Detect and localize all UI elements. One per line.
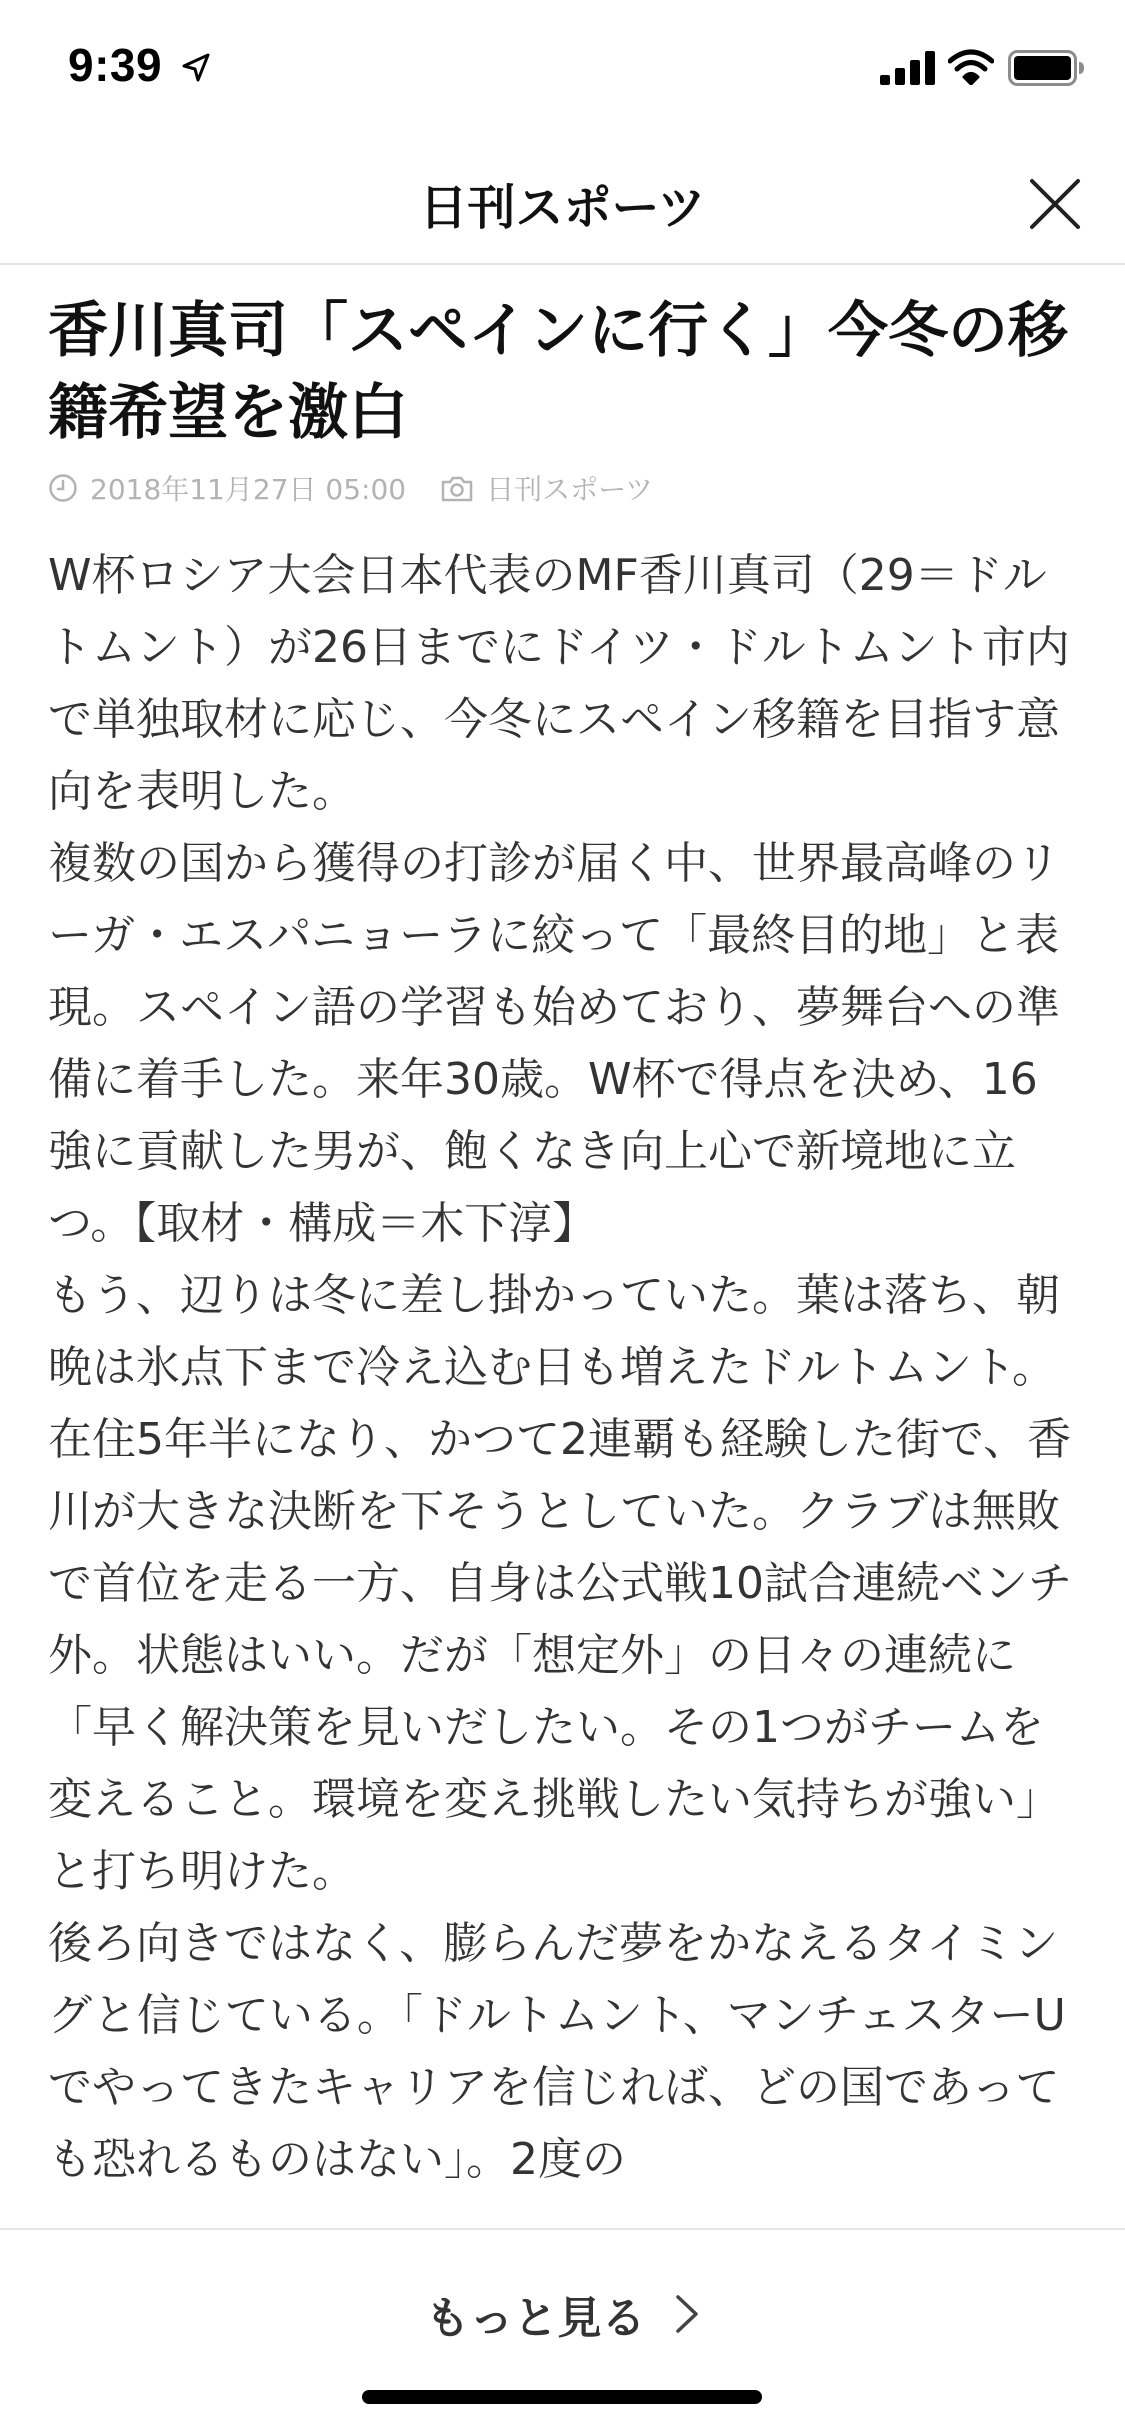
home-indicator[interactable] xyxy=(362,2390,762,2404)
article-source: 日刊スポーツ xyxy=(486,473,653,506)
bottom-bar xyxy=(0,2228,1125,2436)
status-time: 9:39 xyxy=(68,39,163,91)
article-date: 2018年11月27日 05:00 xyxy=(90,473,407,506)
nav-header xyxy=(0,135,1125,265)
wifi-icon xyxy=(948,49,994,85)
article[interactable] xyxy=(48,290,1078,2225)
more-button[interactable] xyxy=(0,2282,1125,2362)
status-bar xyxy=(0,0,1125,135)
article-paragraph: 複数の国から獲得の打診が届く中、世界最高峰のリーガ・エスパニョーラに絞って「最終目的地」と表現。スペイン語の学習も始めており、夢舞台への準備に着手した。来年30歳。W杯で得点を決め、16強に貢献した男が、飽くなき向上心で新境地に立つ。【取材・構成＝木下淳】 xyxy=(48,838,1060,1249)
article-paragraph: 後ろ向きではなく、膨らんだ夢をかなえるタイミングと信じている。「ドルトムント、マンチェスターUでやってきたキャリアを信じれば、どの国であっても恐れるものはない」。2度の xyxy=(48,1918,1066,2185)
article-title: 香川真司「スペインに行く」今冬の移籍希望を激白 xyxy=(48,296,1068,448)
more-button-label: もっと見る xyxy=(425,2293,646,2344)
battery-icon xyxy=(1008,50,1086,86)
article-paragraph: W杯ロシア大会日本代表のMF香川真司（29＝ドルトムント）が26日までにドイツ・ドルトムント市内で単独取材に応じ、今冬にスペイン移籍を目指す意向を表明した。 xyxy=(48,550,1070,817)
article-paragraph: もう、辺りは冬に差し掛かっていた。葉は落ち、朝晩は氷点下まで冷え込む日も増えたドルトムント。在住5年半になり、かつて2連覇も経験した街で、香川が大きな決断を下そうとしていた。クラブは無敗で首位を走る一方、自身は公式戦10試合連続ベンチ外。状態はいい。だが「想定外」の日々の連続に「早く解決策を見いだしたい。その1つがチームを変えること。環境を変え挑戦したい気持ちが強い」と打ち明けた。 xyxy=(48,1270,1072,1897)
article-meta xyxy=(48,466,1078,510)
clock-icon xyxy=(48,473,78,503)
cellular-signal-icon xyxy=(880,51,936,85)
chevron-right-icon xyxy=(674,2293,700,2335)
camera-icon xyxy=(440,473,474,503)
close-icon[interactable] xyxy=(1022,171,1088,237)
page-title: 日刊スポーツ xyxy=(419,180,706,236)
article-body xyxy=(48,540,1078,2196)
location-arrow-icon xyxy=(180,52,212,84)
